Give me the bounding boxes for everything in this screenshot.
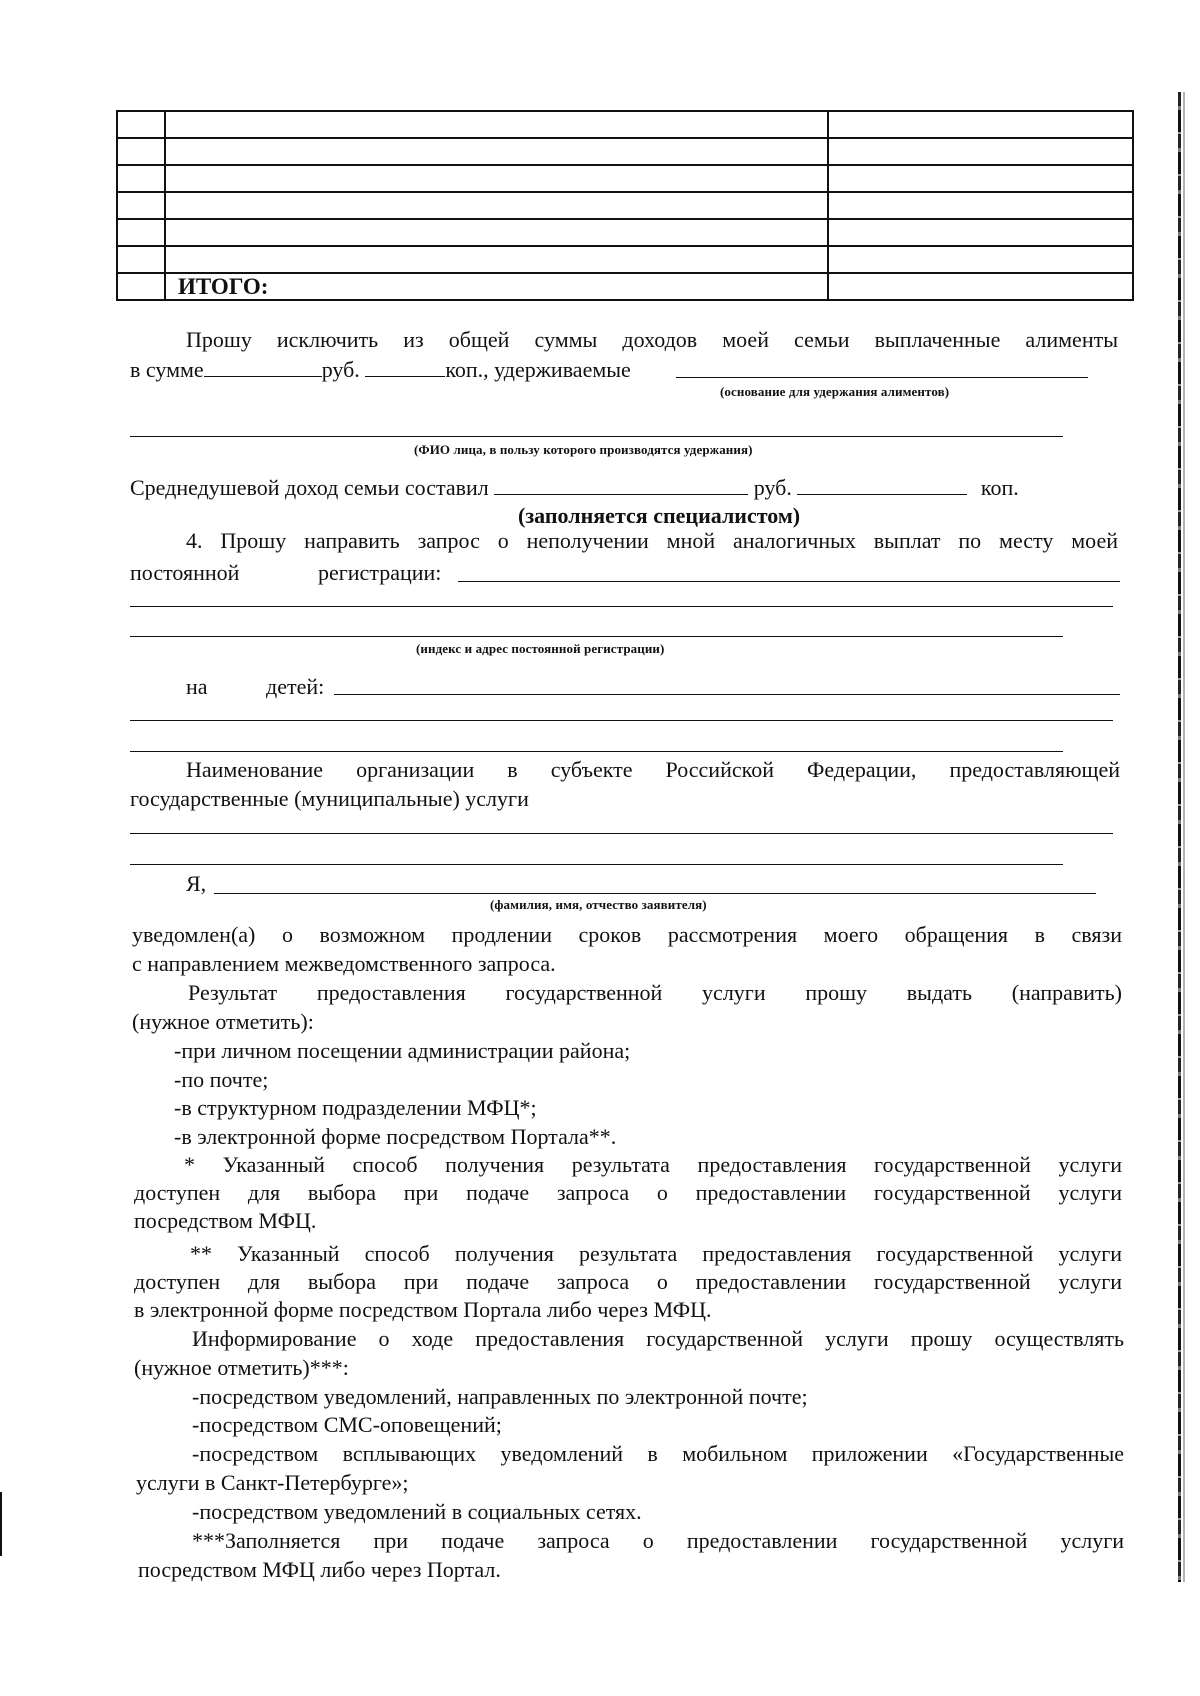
total-value-cell[interactable] [828, 273, 1133, 300]
result-option-2[interactable]: -по почте; [174, 1067, 269, 1092]
caption-basis: (основание для удержания алиментов) [720, 384, 950, 399]
alimony-line-1: Прошу исключить из общей суммы доходов моей семьи выплаченные алименты [186, 327, 1118, 352]
registration-field-1[interactable] [458, 581, 1120, 582]
table-cell[interactable] [828, 246, 1133, 273]
children-label: детей: [266, 674, 325, 699]
caption-address: (индекс и адрес постоянной регистрации) [416, 641, 665, 656]
result-option-3[interactable]: -в структурном подразделении МФЦ*; [174, 1095, 537, 1120]
registration-field-3[interactable] [130, 636, 1063, 637]
notified-line-2: с направлением межведомственного запроса. [132, 951, 556, 976]
caption-name: (фамилия, имя, отчество заявителя) [490, 897, 707, 912]
total-label: ИТОГО: [165, 273, 828, 300]
scan-edge-artifact [1178, 92, 1181, 1582]
average-rub-label: руб. [753, 475, 792, 500]
table-cell[interactable] [828, 192, 1133, 219]
table-row [117, 165, 1133, 192]
table-cell[interactable] [117, 165, 165, 192]
registration-field-2[interactable] [130, 606, 1113, 607]
table-cell[interactable] [117, 192, 165, 219]
informing-note-line-2: посредством МФЦ либо через Портал. [138, 1557, 501, 1582]
table-cell[interactable] [828, 111, 1133, 138]
note1-line-2: доступен для выбора при подаче запроса о предоставлении государственной услуги [134, 1180, 1122, 1205]
note2-line-1: ** Указанный способ получения результата предоставления государственной услуги [190, 1241, 1122, 1266]
table-row [117, 246, 1133, 273]
alimony-line-2 [130, 356, 631, 385]
kop-withheld-label: коп., удерживаемые [445, 357, 631, 382]
table-cell[interactable] [165, 219, 828, 246]
informing-line-2: (нужное отметить)***: [134, 1355, 349, 1380]
table-cell[interactable] [165, 246, 828, 273]
informing-option-3-cont: услуги в Санкт-Петербурге»; [136, 1470, 409, 1495]
ya-label: Я, [186, 871, 207, 896]
on-label: на [186, 674, 208, 699]
informing-option-2[interactable]: -посредством СМС-оповещений; [192, 1412, 502, 1437]
informing-line-1: Информирование о ходе предоставления государственной услуги прошу осуществлять [192, 1326, 1124, 1351]
notified-line-1: уведомлен(а) о возможном продлении сроков рассмотрения моего обращения в связи [132, 922, 1122, 947]
alimony-kop-field[interactable] [365, 358, 445, 377]
table-cell[interactable] [117, 246, 165, 273]
alimony-rub-field[interactable] [204, 358, 322, 377]
organization-line-2: государственные (муниципальные) услуги [130, 786, 529, 811]
income-table [116, 110, 1134, 301]
table-cell[interactable] [828, 165, 1133, 192]
informing-option-1[interactable]: -посредством уведомлений, направленных по электронной почте; [192, 1384, 808, 1409]
table-cell[interactable] [828, 219, 1133, 246]
table-cell[interactable] [828, 138, 1133, 165]
organization-field-1[interactable] [130, 833, 1113, 834]
result-line-2: (нужное отметить): [132, 1009, 314, 1034]
table-cell[interactable] [117, 273, 165, 300]
average-income-label: Среднедушевой доход семьи составил [130, 475, 489, 500]
caption-person: (ФИО лица, в пользу которого производятся удержания) [414, 442, 753, 457]
table-cell[interactable] [117, 138, 165, 165]
registration-word-1: постоянной [130, 560, 240, 585]
informing-option-4[interactable]: -посредством уведомлений в социальных сетях. [192, 1499, 642, 1524]
scan-edge-artifact-shadow [1183, 92, 1185, 1582]
children-field-2[interactable] [130, 720, 1113, 721]
table-row [117, 111, 1133, 138]
registration-word-2: регистрации: [318, 560, 442, 585]
registration-line-1: 4. Прошу направить запрос о неполучении мной аналогичных выплат по месту моей [186, 528, 1118, 553]
specialist-note: (заполняется специалистом) [518, 503, 801, 528]
result-option-1[interactable]: -при личном посещении администрации района; [174, 1038, 631, 1063]
children-field-3[interactable] [130, 751, 1063, 752]
informing-note-line-1: ***Заполняется при подаче запроса о предоставлении государственной услуги [192, 1528, 1124, 1553]
table-cell[interactable] [165, 192, 828, 219]
children-field-1[interactable] [334, 694, 1120, 695]
table-row [117, 192, 1133, 219]
table-cell[interactable] [165, 111, 828, 138]
rub-label: руб. [321, 357, 360, 382]
alimony-person-field[interactable] [130, 436, 1063, 437]
organization-field-2[interactable] [130, 864, 1063, 865]
table-cell[interactable] [117, 219, 165, 246]
note2-line-2: доступен для выбора при подаче запроса о предоставлении государственной услуги [134, 1269, 1122, 1294]
average-income-kop-field[interactable] [797, 476, 967, 495]
applicant-name-field[interactable] [214, 893, 1096, 894]
table-cell[interactable] [165, 165, 828, 192]
alimony-basis-field[interactable] [676, 377, 1088, 378]
informing-option-3[interactable]: -посредством всплывающих уведомлений в мобильном приложении «Государственные [192, 1441, 1124, 1466]
average-kop-label: коп. [980, 475, 1019, 500]
total-row [117, 273, 1133, 300]
scan-left-mark [0, 1492, 2, 1556]
table-row [117, 219, 1133, 246]
note1-line-3: посредством МФЦ. [134, 1208, 317, 1233]
note1-line-1: * Указанный способ получения результата предоставления государственной услуги [184, 1152, 1122, 1177]
in-sum-label: в сумме [130, 357, 204, 382]
average-income-line [130, 474, 1019, 503]
table-cell[interactable] [117, 111, 165, 138]
result-option-4[interactable]: -в электронной форме посредством Портала**. [174, 1124, 617, 1149]
organization-line-1: Наименование организации в субъекте Российской Федерации, предоставляющей [186, 757, 1120, 782]
table-row [117, 138, 1133, 165]
result-line-1: Результат предоставления государственной услуги прошу выдать (направить) [188, 980, 1122, 1005]
table-cell[interactable] [165, 138, 828, 165]
average-income-rub-field[interactable] [494, 476, 748, 495]
note2-line-3: в электронной форме посредством Портала либо через МФЦ. [134, 1297, 712, 1322]
